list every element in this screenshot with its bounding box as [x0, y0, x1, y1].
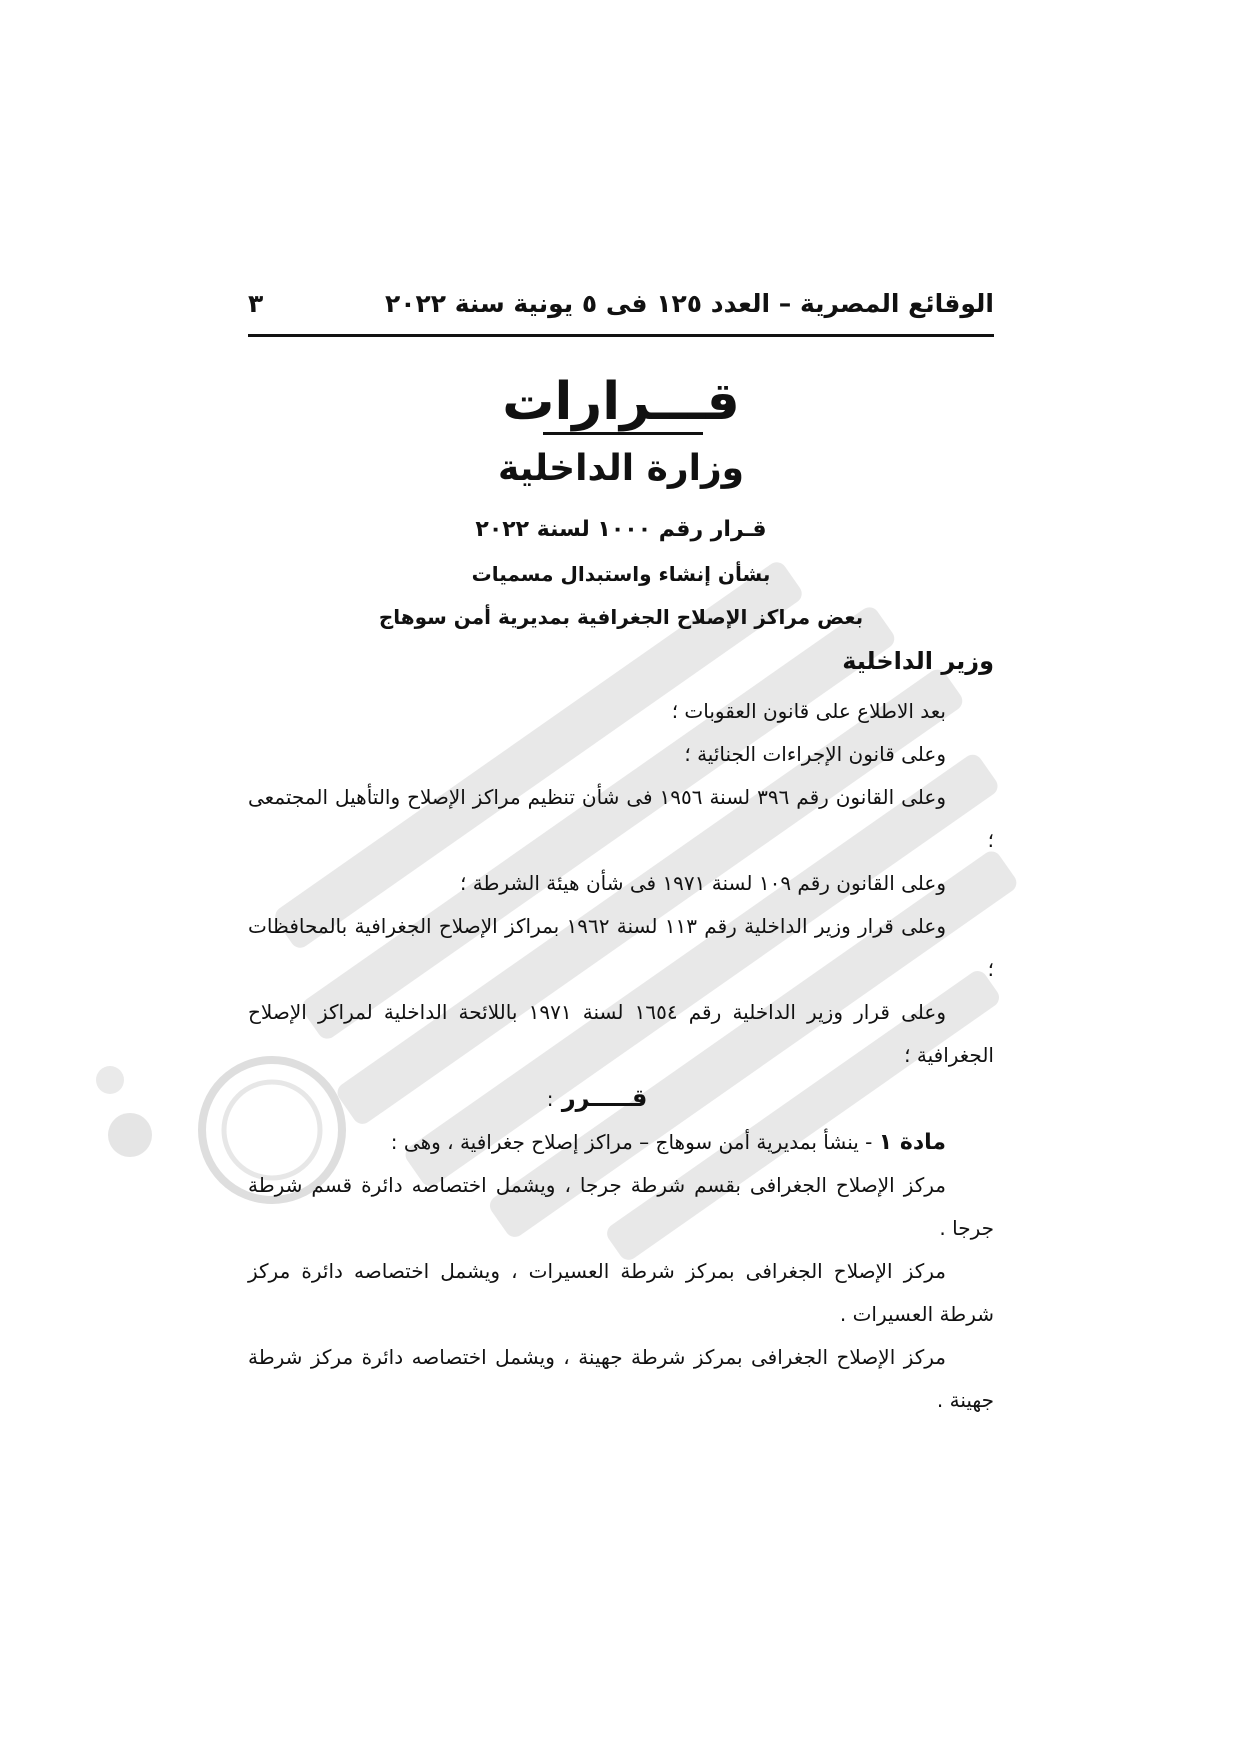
article-1-text: - ينشأ بمديرية أمن سوهاج – مراكز إصلاح جغرافية ، وهى : — [390, 1130, 873, 1154]
preamble-paragraph: وعلى قرار وزير الداخلية رقم ١١٣ لسنة ١٩٦٢ بمراكز الإصلاح الجغرافية بالمحافظات ؛ — [248, 914, 994, 981]
page-header — [248, 283, 994, 323]
decree-number: قـرار رقم ١٠٠٠ لسنة ٢٠٢٢ — [475, 517, 767, 542]
page-number: ٣ — [248, 288, 264, 318]
preamble-paragraph: وعلى القانون رقم ٣٩٦ لسنة ١٩٥٦ فى شأن تنظيم مراكز الإصلاح والتأهيل المجتمعى ؛ — [248, 785, 994, 852]
preamble-paragraph: وعلى قانون الإجراءات الجنائية ؛ — [684, 742, 946, 766]
article-1-item: مركز الإصلاح الجغرافى بقسم شرطة جرجا ، ويشمل اختصاصه دائرة قسم شرطة جرجا . — [248, 1173, 994, 1240]
decision-heading — [248, 1077, 994, 1121]
preamble-paragraph: وعلى القانون رقم ١٠٩ لسنة ١٩٧١ فى شأن هيئة الشرطة ؛ — [460, 871, 946, 895]
article-1-item: مركز الإصلاح الجغرافى بمركز شرطة العسيرات ، ويشمل اختصاصه دائرة مركز شرطة العسيرات . — [248, 1259, 994, 1326]
decision-colon: : — [546, 1087, 554, 1111]
decree-subject-line-1: بشأن إنشاء واستبدال مسميات — [471, 562, 771, 586]
preamble-paragraph: وعلى قرار وزير الداخلية رقم ١٦٥٤ لسنة ١٩٧١ باللائحة الداخلية لمراكز الإصلاح الجغرافية ؛ — [248, 1000, 994, 1067]
main-title: قـــرارات — [502, 372, 740, 432]
ministry-heading: وزارة الداخلية — [497, 448, 745, 489]
decree-subject-line-2: بعض مراكز الإصلاح الجغرافية بمديرية أمن سوهاج — [378, 605, 864, 629]
gazette-title: الوقائع المصرية – العدد ١٢٥ فى ٥ يونية سنة ٢٠٢٢ — [384, 288, 994, 318]
decision-label: قـــــرر — [561, 1084, 648, 1112]
article-1-item: مركز الإصلاح الجغرافى بمركز شرطة جهينة ، ويشمل اختصاصه دائرة مركز شرطة جهينة . — [248, 1345, 994, 1412]
main-title-underline — [543, 432, 703, 435]
decree-body — [248, 690, 994, 1422]
article-1 — [248, 1121, 994, 1164]
article-1-label: مادة ١ — [878, 1130, 946, 1155]
minister-heading: وزير الداخلية — [842, 647, 994, 675]
preamble-paragraph: بعد الاطلاع على قانون العقوبات ؛ — [671, 699, 946, 723]
header-divider — [248, 334, 994, 337]
